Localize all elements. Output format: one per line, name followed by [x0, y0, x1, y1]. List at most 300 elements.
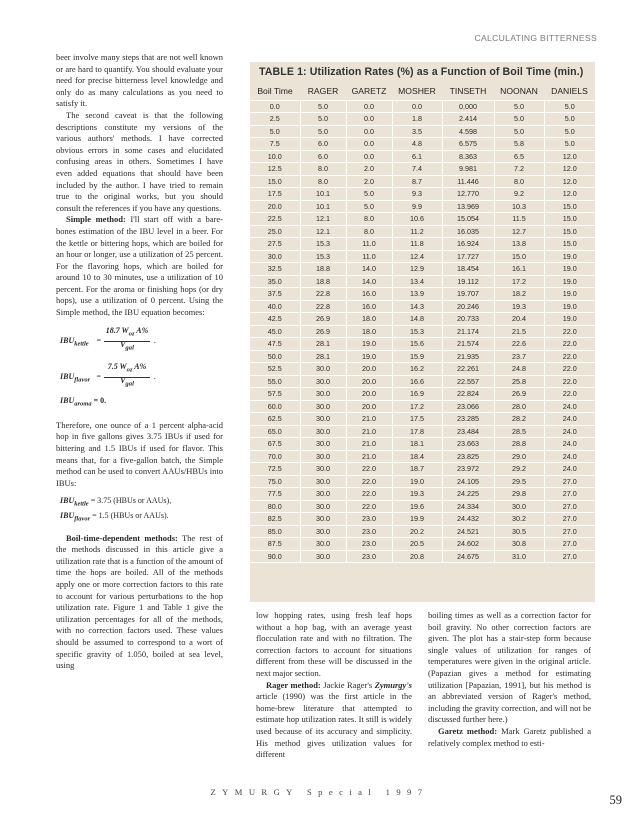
table-cell: 22.0: [346, 475, 392, 488]
table-cell: 18.8: [300, 275, 346, 288]
equals-sign: =: [96, 371, 102, 381]
table-cell: 24.0: [544, 438, 595, 451]
table-cell: 24.521: [442, 525, 494, 538]
table-cell: 12.0: [544, 188, 595, 201]
table-cell: 27.0: [544, 538, 595, 551]
paragraph-body: Mark Garetz published a relatively complex method to esti-: [428, 725, 592, 748]
conversion-flavor: $IBU_{flavor} = 1.5$ (HBUs or AAUs).: [60, 511, 169, 523]
table-cell: 19.0: [346, 350, 392, 363]
table-cell: 27.0: [544, 475, 595, 488]
table-cell: 21.0: [346, 438, 392, 451]
table-cell: 0.000: [442, 100, 494, 113]
table-cell: 0.0: [346, 138, 392, 151]
table-cell: 22.5: [250, 213, 300, 226]
table-cell: 11.5: [494, 213, 544, 226]
table-cell: 11.2: [392, 225, 442, 238]
table-cell: 24.0: [544, 413, 595, 426]
table-cell: 2.0: [346, 175, 392, 188]
table-cell: 8.0: [300, 175, 346, 188]
table-cell: 22.8: [300, 300, 346, 313]
table-cell: 10.1: [300, 200, 346, 213]
table-cell: 14.8: [392, 313, 442, 326]
paragraph-simple-method: [56, 214, 223, 318]
table-cell: 22.0: [544, 375, 595, 388]
table-cell: 8.0: [300, 163, 346, 176]
table-cell: 22.0: [346, 463, 392, 476]
table-cell: 18.7: [392, 463, 442, 476]
table-cell: 23.663: [442, 438, 494, 451]
table-cell: 21.0: [346, 413, 392, 426]
table-cell: 30.0: [300, 375, 346, 388]
table-cell: 23.825: [442, 450, 494, 463]
column-header: TINSETH: [449, 86, 487, 97]
table-cell: 0.0: [346, 100, 392, 113]
table-cell: 9.3: [392, 188, 442, 201]
publication-name: Zymurgy's: [374, 679, 412, 690]
table-cell: 24.225: [442, 488, 494, 501]
paragraph-lead: Boil-time-dependent methods:: [66, 532, 178, 543]
table-cell: 12.4: [392, 250, 442, 263]
table-cell: 27.0: [544, 525, 595, 538]
table-cell: 40.0: [250, 300, 300, 313]
table-cell: 27.0: [544, 550, 595, 563]
utilization-table: [250, 83, 595, 563]
table-cell: 15.3: [392, 325, 442, 338]
table-cell: 15.0: [250, 175, 300, 188]
table-cell: 15.0: [544, 225, 595, 238]
table-cell: 9.2: [494, 188, 544, 201]
table-cell: 20.0: [346, 388, 392, 401]
table-cell: 30.5: [494, 525, 544, 538]
table-row: [250, 325, 595, 338]
table-row: [250, 163, 595, 176]
table-row: [250, 550, 595, 563]
table-cell: 19.0: [346, 338, 392, 351]
table-cell: 21.0: [346, 450, 392, 463]
table-cell: 7.5: [250, 138, 300, 151]
table-cell: 11.0: [346, 238, 392, 251]
table-cell: 22.0: [544, 338, 595, 351]
column-header: GARETZ: [351, 86, 387, 97]
table-cell: 12.0: [544, 163, 595, 176]
table-cell: 16.0: [346, 288, 392, 301]
table-cell: 14.0: [346, 275, 392, 288]
table-cell: 5.0: [300, 100, 346, 113]
table-cell: 30.0: [300, 425, 346, 438]
table-cell: 23.0: [346, 538, 392, 551]
paragraph-garetz-method: [428, 726, 591, 749]
table-cell: 17.2: [392, 400, 442, 413]
table-cell: 16.035: [442, 225, 494, 238]
table-cell: 31.0: [494, 550, 544, 563]
table-cell: 6.575: [442, 138, 494, 151]
paragraph-lead: Rager method:: [266, 679, 321, 690]
running-head: CALCULATING BITTERNESS: [474, 33, 597, 43]
table-cell: 18.1: [392, 438, 442, 451]
table-cell: 6.0: [300, 150, 346, 163]
table-cell: 7.4: [392, 163, 442, 176]
table-cell: 35.0: [250, 275, 300, 288]
table-cell: 13.8: [494, 238, 544, 251]
table-cell: 20.8: [392, 550, 442, 563]
table-row: [250, 475, 595, 488]
table-cell: 13.4: [392, 275, 442, 288]
table-cell: 62.5: [250, 413, 300, 426]
table-cell: 5.0: [346, 188, 392, 201]
table-row: [250, 288, 595, 301]
paragraph: The second caveat is that the following descriptions constitute my versions of the various authors' methods. I have corrected obvious errors in some cases and elucidated confusing areas in others. Sometimes I have even added equations that should have been included by the author. I have tried to remain true to the original works, but you should consult the references if you have any questions.: [56, 109, 223, 213]
table-cell: 30.8: [494, 538, 544, 551]
table-cell: 23.7: [494, 350, 544, 363]
table-row: [250, 538, 595, 551]
table-cell: 12.770: [442, 188, 494, 201]
table-cell: 9.981: [442, 163, 494, 176]
equation-flavor: [60, 361, 223, 391]
table-cell: 22.8: [300, 288, 346, 301]
table-cell: 45.0: [250, 325, 300, 338]
table-cell: 18.8: [300, 263, 346, 276]
table-cell: 30.0: [300, 513, 346, 526]
table-cell: 20.2: [392, 525, 442, 538]
table-row: [250, 150, 595, 163]
table-cell: 24.8: [494, 363, 544, 376]
table-cell: 20.4: [494, 313, 544, 326]
page-number: 59: [609, 793, 622, 807]
table-cell: 21.935: [442, 350, 494, 363]
table-cell: 5.8: [494, 138, 544, 151]
table-cell: 77.5: [250, 488, 300, 501]
table-cell: 15.0: [494, 250, 544, 263]
table-cell: 10.3: [494, 200, 544, 213]
table-cell: 6.0: [300, 138, 346, 151]
table-cell: 23.285: [442, 413, 494, 426]
equation-period: .: [154, 371, 156, 381]
table-cell: 70.0: [250, 450, 300, 463]
table-cell: 22.0: [544, 350, 595, 363]
table-cell: 5.0: [250, 125, 300, 138]
table-cell: 14.3: [392, 300, 442, 313]
table-cell: 0.0: [392, 100, 442, 113]
table-row: [250, 250, 595, 263]
paragraph-body: I'll start off with a bare-bones estimation of the IBU level in a beer. For the kettle or bittering hops, which are boiled for an hour or longer, use a utilization of 25 percent. For the flavoring hops, which are boiled for around 10 to 30 minutes, use a utilization of 10 percent. For the aroma or finishing hops (or dry hops), use a utilization of 0 percent. Using the Simple method, the IBU equation becomes:: [56, 214, 223, 318]
table-cell: 30.0: [300, 538, 346, 551]
table-cell: 19.0: [544, 263, 595, 276]
table-cell: 11.8: [392, 238, 442, 251]
equation-numerator: 7.5 $W_{oz}$ A%: [104, 361, 150, 378]
table-cell: 16.6: [392, 375, 442, 388]
table-row: [250, 400, 595, 413]
table-cell: 20.0: [250, 200, 300, 213]
table-cell: 19.707: [442, 288, 494, 301]
equation-numerator: 18.7 $W_{oz}$ A%: [104, 325, 150, 342]
table-cell: 29.5: [494, 475, 544, 488]
table-row: [250, 188, 595, 201]
table-cell: 15.0: [544, 213, 595, 226]
table-cell: 24.0: [544, 425, 595, 438]
table-cell: 15.9: [392, 350, 442, 363]
table-cell: 18.4: [392, 450, 442, 463]
table-cell: 8.0: [346, 213, 392, 226]
table-cell: 15.0: [544, 200, 595, 213]
table-row: [250, 513, 595, 526]
table-cell: 87.5: [250, 538, 300, 551]
table-cell: 30.0: [300, 488, 346, 501]
table-cell: 19.3: [494, 300, 544, 313]
table-cell: 15.3: [300, 250, 346, 263]
table-cell: 12.0: [544, 150, 595, 163]
table-row: [250, 500, 595, 513]
paragraph: beer involve many steps that are not well known or are hard to quantify. You should evaluate your need for precise bitterness level knowledge and only do as many calculations as you need to satisfy it.: [56, 52, 223, 109]
table-cell: 4.8: [392, 138, 442, 151]
table-cell: 16.1: [494, 263, 544, 276]
table-row: [250, 413, 595, 426]
table-cell: 5.0: [544, 113, 595, 126]
paragraph: Therefore, one ounce of a 1 percent alpha-acid hop in five gallons gives 3.75 IBUs if used for bittering and 1.5 IBUs if used for flavor. This means that, for a five-gallon batch, the Simple method can be used to convert AAUs/HBUs into IBUs:: [56, 419, 223, 488]
table-cell: 22.261: [442, 363, 494, 376]
table-row: [250, 225, 595, 238]
column-header: NOONAN: [500, 86, 538, 97]
table-cell: 22.0: [346, 500, 392, 513]
table-cell: 75.0: [250, 475, 300, 488]
table-cell: 19.3: [392, 488, 442, 501]
table-cell: 17.8: [392, 425, 442, 438]
table-cell: 16.9: [392, 388, 442, 401]
table-cell: 12.5: [250, 163, 300, 176]
middle-column: [256, 610, 412, 761]
table-cell: 26.9: [494, 388, 544, 401]
table-cell: 2.0: [346, 163, 392, 176]
table-cell: 7.2: [494, 163, 544, 176]
equation-lhs: $IBU_{kettle}$: [60, 335, 89, 348]
equation-kettle: [60, 325, 223, 355]
table-cell: 19.0: [544, 288, 595, 301]
table-cell: 30.0: [300, 500, 346, 513]
table-cell: 30.0: [300, 475, 346, 488]
paragraph-boil-time-methods: [56, 533, 223, 672]
table-cell: 19.0: [392, 475, 442, 488]
column-header: Boil Time: [257, 86, 293, 97]
table-cell: 23.0: [346, 550, 392, 563]
table-cell: 20.0: [346, 400, 392, 413]
equation-denominator: $V_{gal}$: [120, 375, 134, 388]
table-cell: 85.0: [250, 525, 300, 538]
table-row: [250, 388, 595, 401]
table-cell: 17.727: [442, 250, 494, 263]
equation-lhs: $IBU_{flavor}$: [60, 371, 91, 384]
table-cell: 4.598: [442, 125, 494, 138]
table-cell: 20.733: [442, 313, 494, 326]
table-cell: 10.6: [392, 213, 442, 226]
paragraph-body: The rest of the methods discussed in this article give a utilization rate that is a function of the amount of time the hops are boiled. All of the methods apply one or more correction factors to this rate to account for various perturbations to the hop utilization rate. Figure 1 and Table 1 give the utilization percentages for all of the methods, with no correction factors used. These values should be assumed to correspond to a wort of specific gravity of 1.050, boiled at sea level, using: [56, 532, 223, 671]
table-cell: 30.0: [300, 525, 346, 538]
table-cell: 19.112: [442, 275, 494, 288]
table-cell: 19.0: [544, 250, 595, 263]
table-cell: 19.0: [544, 275, 595, 288]
table-cell: 5.0: [346, 200, 392, 213]
table-cell: 29.8: [494, 488, 544, 501]
table-cell: 17.5: [392, 413, 442, 426]
table-row: [250, 200, 595, 213]
table-cell: 19.0: [544, 300, 595, 313]
table-cell: 24.602: [442, 538, 494, 551]
table-cell: 12.9: [392, 263, 442, 276]
table-cell: 9.9: [392, 200, 442, 213]
table-cell: 5.0: [494, 100, 544, 113]
table-cell: 18.454: [442, 263, 494, 276]
table-cell: 25.8: [494, 375, 544, 388]
table-cell: 50.0: [250, 350, 300, 363]
table-cell: 11.446: [442, 175, 494, 188]
table-cell: 13.969: [442, 200, 494, 213]
table-cell: 27.0: [544, 513, 595, 526]
equation-period: .: [154, 335, 156, 345]
table-cell: 21.174: [442, 325, 494, 338]
table-cell: 28.0: [494, 400, 544, 413]
table-cell: 29.2: [494, 463, 544, 476]
table-cell: 24.0: [544, 400, 595, 413]
table-cell: 72.5: [250, 463, 300, 476]
equation-denominator: $V_{gal}$: [120, 339, 134, 352]
table-cell: 17.5: [250, 188, 300, 201]
paragraph-lead: Simple method:: [66, 214, 126, 225]
table-cell: 23.484: [442, 425, 494, 438]
ibu-conversion: [60, 495, 223, 524]
table-cell: 24.334: [442, 500, 494, 513]
table-row: [250, 363, 595, 376]
table-cell: 16.2: [392, 363, 442, 376]
table-cell: 16.0: [346, 300, 392, 313]
table-row: [250, 300, 595, 313]
table-cell: 2.414: [442, 113, 494, 126]
table-row: [250, 375, 595, 388]
table-cell: 3.5: [392, 125, 442, 138]
table-cell: 5.0: [300, 113, 346, 126]
table-row: [250, 338, 595, 351]
table-row: [250, 313, 595, 326]
table-row: [250, 138, 595, 151]
table-cell: 5.0: [494, 113, 544, 126]
table-cell: 15.054: [442, 213, 494, 226]
table-cell: 28.2: [494, 413, 544, 426]
table-cell: 0.0: [346, 113, 392, 126]
table-cell: 24.0: [544, 463, 595, 476]
table-cell: 8.7: [392, 175, 442, 188]
table-row: [250, 438, 595, 451]
table-cell: 18.0: [346, 325, 392, 338]
table-cell: 42.5: [250, 313, 300, 326]
table-row: [250, 450, 595, 463]
table-cell: 22.0: [544, 363, 595, 376]
table-cell: 8.0: [494, 175, 544, 188]
table-cell: 30.0: [300, 450, 346, 463]
table-cell: 18.0: [346, 313, 392, 326]
table-cell: 22.0: [544, 325, 595, 338]
table-cell: 10.1: [300, 188, 346, 201]
table-cell: 2.5: [250, 113, 300, 126]
table-cell: 90.0: [250, 550, 300, 563]
table-cell: 27.0: [544, 500, 595, 513]
table-row: [250, 263, 595, 276]
table-cell: 30.0: [300, 463, 346, 476]
table-cell: 65.0: [250, 425, 300, 438]
table-row: [250, 213, 595, 226]
table-row: [250, 175, 595, 188]
table-cell: 32.5: [250, 263, 300, 276]
paragraph-lead: Garetz method:: [438, 725, 498, 736]
table-cell: 19.6: [392, 500, 442, 513]
table-cell: 18.2: [494, 288, 544, 301]
conversion-kettle: $IBU_{kettle} = 3.75$ (HBUs or AAUs),: [60, 496, 172, 508]
table-cell: 20.246: [442, 300, 494, 313]
table-cell: 1.8: [392, 113, 442, 126]
table-body: [250, 100, 595, 563]
table-cell: 12.7: [494, 225, 544, 238]
table-row: [250, 350, 595, 363]
table-cell: 28.8: [494, 438, 544, 451]
table-cell: 29.0: [494, 450, 544, 463]
table-row: [250, 488, 595, 501]
table-cell: 21.5: [494, 325, 544, 338]
table-cell: 8.0: [346, 225, 392, 238]
paragraph-rager-method: Rager method: Jackie Rager's Zymurgy's article (1990) was the first article in the home-brew literature that attempted to estimate hop utilization rates. It still is widely used because of its accuracy and simplicity. His method gives utilization values for different: [256, 679, 412, 760]
table-cell: 55.0: [250, 375, 300, 388]
table-cell: 23.972: [442, 463, 494, 476]
table-cell: 6.1: [392, 150, 442, 163]
table-cell: 30.0: [494, 500, 544, 513]
table-cell: 24.0: [544, 450, 595, 463]
table-cell: 30.0: [300, 413, 346, 426]
table-cell: 22.0: [544, 388, 595, 401]
table-cell: 16.924: [442, 238, 494, 251]
table-cell: 19.9: [392, 513, 442, 526]
table-cell: 12.1: [300, 213, 346, 226]
table-cell: 5.0: [494, 125, 544, 138]
table-row: [250, 100, 595, 113]
table-cell: 5.0: [544, 100, 595, 113]
table-cell: 30.0: [300, 400, 346, 413]
table-cell: 24.675: [442, 550, 494, 563]
footer-magazine: ZYMURGY Special 1997: [210, 787, 429, 797]
table-cell: 13.9: [392, 288, 442, 301]
table-cell: 20.0: [346, 375, 392, 388]
table-cell: 15.0: [544, 238, 595, 251]
table-cell: 23.0: [346, 513, 392, 526]
table-cell: 26.9: [300, 325, 346, 338]
table-cell: 82.5: [250, 513, 300, 526]
table-cell: 23.066: [442, 400, 494, 413]
table-cell: 24.105: [442, 475, 494, 488]
table-cell: 28.5: [494, 425, 544, 438]
table-row: [250, 425, 595, 438]
table-cell: 20.5: [392, 538, 442, 551]
table-header-row: [250, 83, 595, 100]
table-cell: 28.1: [300, 350, 346, 363]
table-cell: 14.0: [346, 263, 392, 276]
table-cell: 19.0: [544, 313, 595, 326]
table-row: [250, 125, 595, 138]
table-cell: 17.2: [494, 275, 544, 288]
right-column: [428, 610, 591, 749]
table-cell: 25.0: [250, 225, 300, 238]
column-header: DANIELS: [551, 86, 588, 97]
table-cell: 15.3: [300, 238, 346, 251]
table-cell: 30.0: [300, 363, 346, 376]
table-row: [250, 113, 595, 126]
table-cell: 27.0: [544, 488, 595, 501]
table-cell: 30.0: [250, 250, 300, 263]
table-cell: 5.0: [544, 125, 595, 138]
table-cell: 22.824: [442, 388, 494, 401]
